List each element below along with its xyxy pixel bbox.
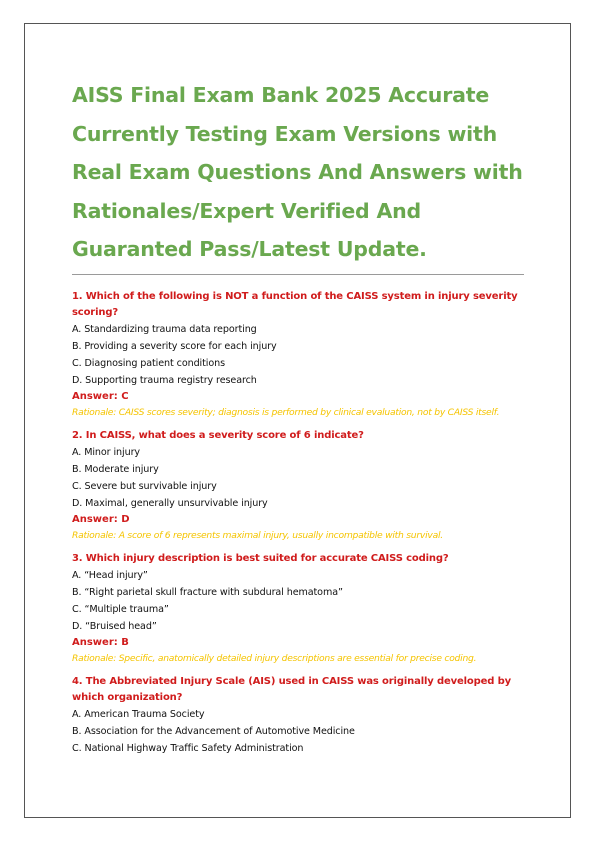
answer-option: D. “Bruised head” <box>72 621 157 632</box>
rationale-text: Rationale: A score of 6 represents maximal injury, usually incompatible with survival. <box>72 530 443 541</box>
answer-option: A. “Head injury” <box>72 570 148 581</box>
answer-option: A. American Trauma Society <box>72 709 205 720</box>
answer-option: C. National Highway Traffic Safety Administration <box>72 743 304 754</box>
question-3 <box>72 551 532 667</box>
answer-option: B. Association for the Advancement of Automotive Medicine <box>72 726 355 737</box>
title-divider <box>72 274 524 275</box>
correct-answer: Answer: B <box>72 637 129 648</box>
correct-answer: Answer: D <box>72 514 130 525</box>
answer-option: A. Standardizing trauma data reporting <box>72 324 257 335</box>
question-list <box>72 289 532 764</box>
answer-option: D. Supporting trauma registry research <box>72 375 257 386</box>
question-text: 1. Which of the following is NOT a function of the CAISS system in injury severity scoring? <box>72 291 518 318</box>
answer-option: C. Severe but survivable injury <box>72 481 217 492</box>
question-text: 2. In CAISS, what does a severity score of 6 indicate? <box>72 430 364 441</box>
rationale-text: Rationale: CAISS scores severity; diagnosis is performed by clinical evaluation, not by CAISS itself. <box>72 407 500 418</box>
answer-option: C. “Multiple trauma” <box>72 604 169 615</box>
answer-option: B. Moderate injury <box>72 464 159 475</box>
answer-option: D. Maximal, generally unsurvivable injury <box>72 498 268 509</box>
rationale-text: Rationale: Specific, anatomically detailed injury descriptions are essential for precise coding. <box>72 653 477 664</box>
question-text: 4. The Abbreviated Injury Scale (AIS) used in CAISS was originally developed by which organization? <box>72 676 511 703</box>
question-2 <box>72 428 532 544</box>
correct-answer: Answer: C <box>72 391 129 402</box>
answer-option: C. Diagnosing patient conditions <box>72 358 225 369</box>
answer-option: B. Providing a severity score for each injury <box>72 341 277 352</box>
question-4 <box>72 674 532 757</box>
answer-option: A. Minor injury <box>72 447 140 458</box>
document-title: AISS Final Exam Bank 2025 Accurate Currently Testing Exam Versions with Real Exam Questions And Answers with Rationales/Expert Verified And Guaranted Pass/Latest Update. <box>72 83 523 261</box>
question-1 <box>72 289 532 421</box>
answer-option: B. “Right parietal skull fracture with subdural hematoma” <box>72 587 343 598</box>
question-text: 3. Which injury description is best suited for accurate CAISS coding? <box>72 553 449 564</box>
